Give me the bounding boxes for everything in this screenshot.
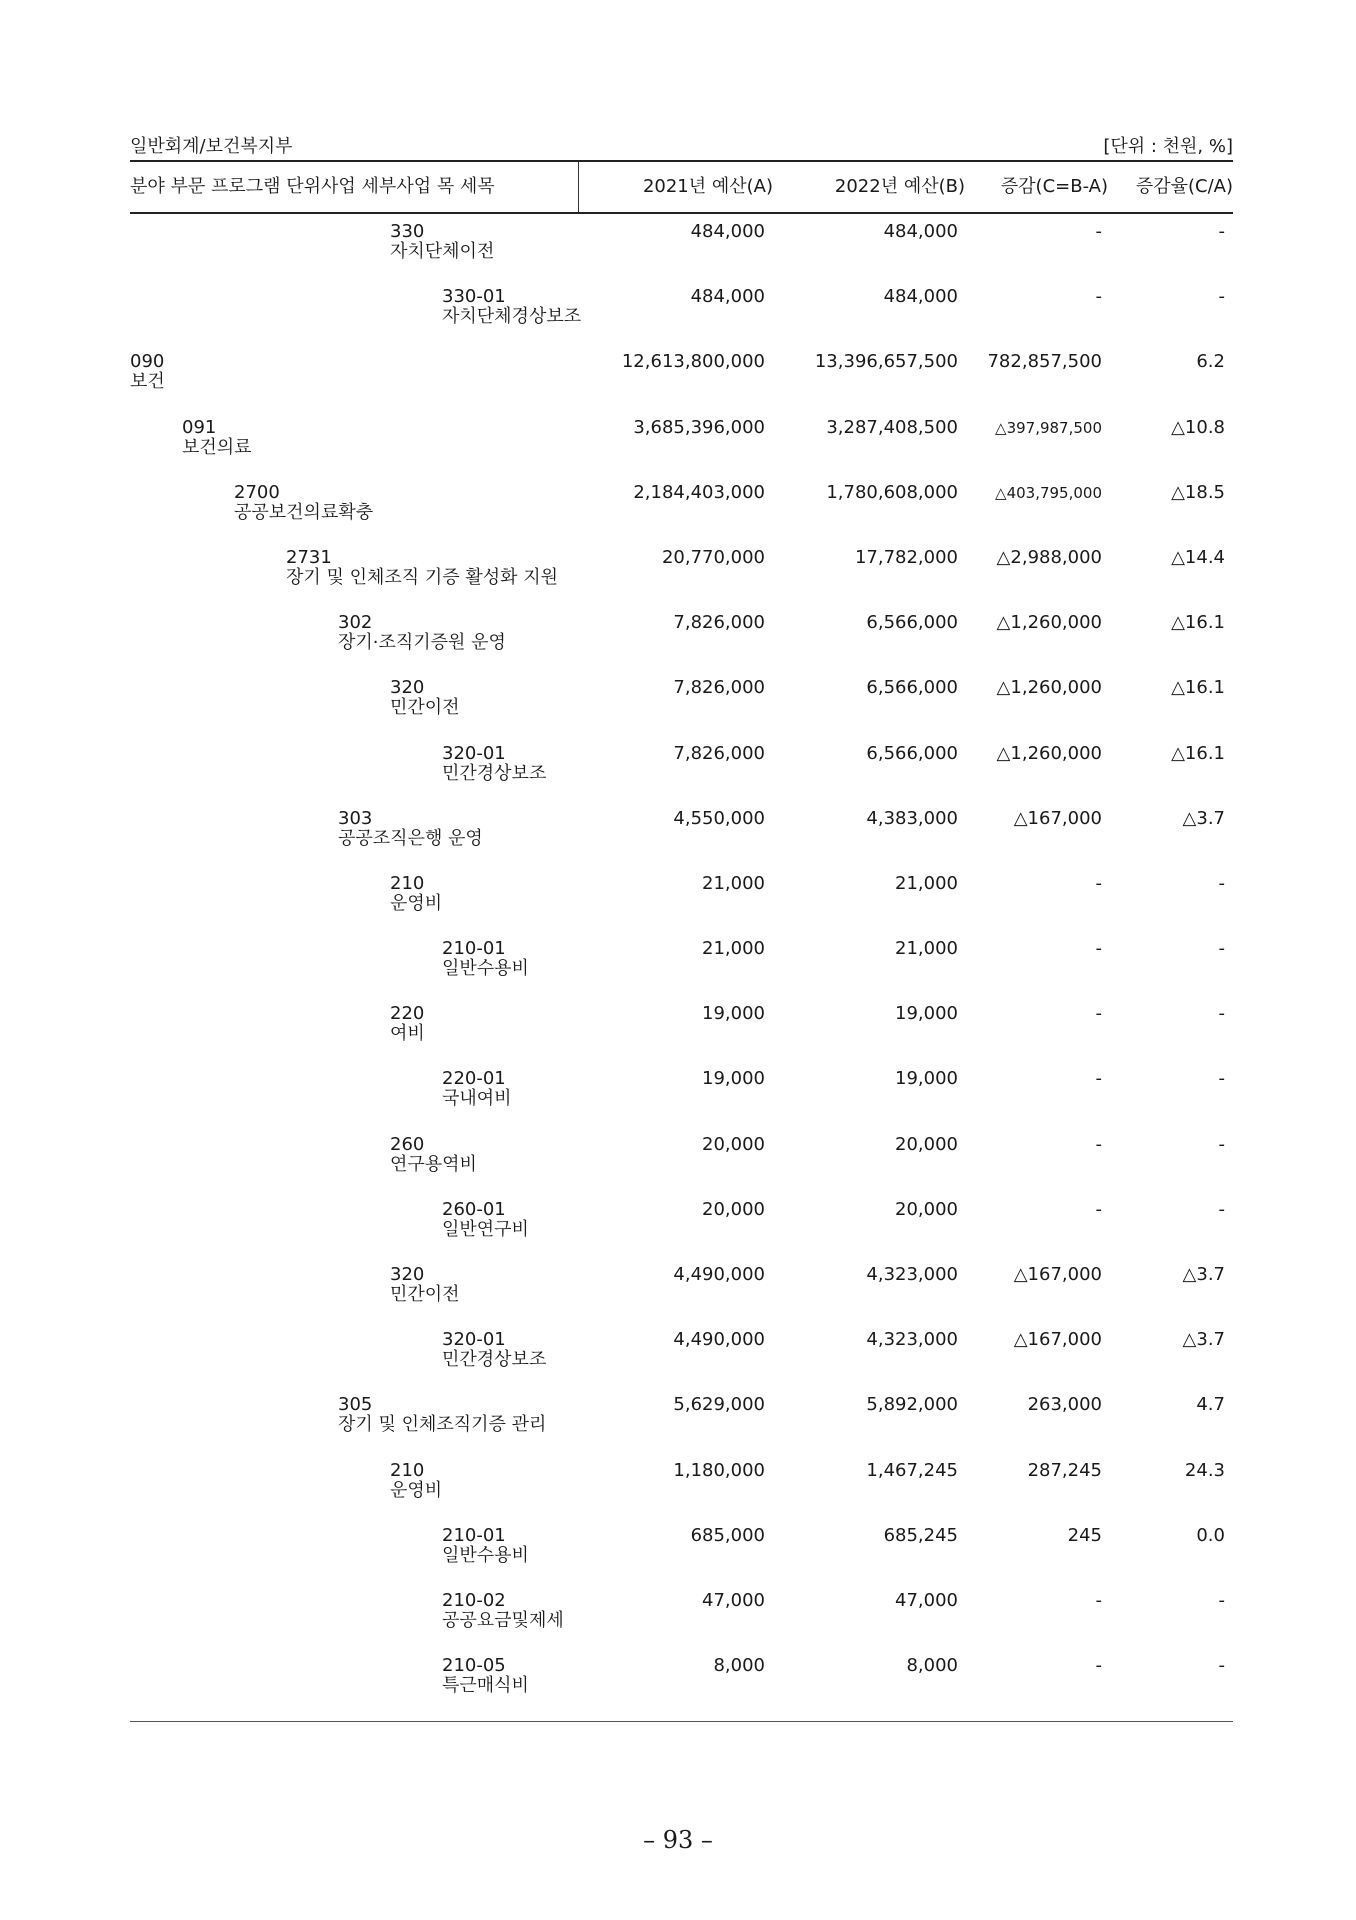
- row-code: 320-01: [442, 742, 506, 764]
- row-code: 2700: [234, 481, 280, 503]
- value-change: -: [1095, 1003, 1102, 1025]
- row-name: 장기 및 인체조직기증 관리: [338, 1414, 547, 1436]
- row-name: 장기 및 인체조직 기증 활성화 지원: [286, 566, 559, 588]
- unit-note: [단위 : 천원, %]: [1103, 136, 1233, 157]
- row-label: [234, 483, 373, 523]
- value-2021: 8,000: [713, 1655, 765, 1677]
- row-name: 여비: [390, 1023, 425, 1045]
- value-2022: 20,000: [895, 1198, 958, 1220]
- value-2022: 4,323,000: [866, 1264, 958, 1285]
- value-2021: 19,000: [702, 1003, 765, 1025]
- value-rate: -: [1218, 1068, 1225, 1090]
- row-code: 210-02: [442, 1589, 506, 1611]
- header-rate: 증감율(C/A): [1135, 176, 1233, 197]
- value-2021: 19,000: [702, 1068, 765, 1090]
- row-name: 민간이전: [390, 1284, 460, 1305]
- value-change: △1,260,000: [996, 742, 1102, 764]
- value-2022: 20,000: [895, 1133, 958, 1155]
- row-label: [130, 352, 165, 392]
- row-label: [442, 1330, 546, 1370]
- row-name: 민간이전: [390, 697, 460, 719]
- value-rate: -: [1218, 221, 1225, 242]
- table-row: [130, 1526, 1233, 1591]
- row-code: 330: [390, 221, 425, 242]
- value-rate: -: [1218, 938, 1225, 960]
- value-2022: 4,383,000: [866, 807, 958, 829]
- value-change: △167,000: [1013, 1329, 1102, 1351]
- row-code: 305: [338, 1394, 373, 1416]
- value-rate: -: [1218, 1133, 1225, 1155]
- row-code: 210-01: [442, 938, 506, 960]
- row-label: [442, 1069, 512, 1109]
- value-change: -: [1095, 1589, 1102, 1611]
- row-name: 자치단체이전: [390, 241, 495, 262]
- page-number: – 93 –: [643, 1826, 713, 1854]
- row-code: 303: [338, 807, 373, 829]
- row-name: 민간경상보조: [442, 762, 547, 784]
- table-bottom-rule: [130, 1721, 1233, 1722]
- row-name: 보건: [130, 371, 165, 393]
- row-label: [390, 1004, 425, 1044]
- value-2022: 6,566,000: [866, 612, 958, 634]
- value-rate: -: [1218, 1198, 1225, 1220]
- value-rate: △16.1: [1171, 612, 1225, 634]
- table-row: [130, 939, 1233, 1004]
- value-rate: 4.7: [1196, 1394, 1225, 1416]
- table-row: [130, 352, 1233, 417]
- value-2022: 21,000: [895, 872, 958, 894]
- top-line: [130, 130, 1233, 160]
- value-change: △167,000: [1013, 807, 1102, 829]
- row-label: [390, 1265, 460, 1305]
- value-change: △397,987,500: [995, 418, 1102, 437]
- table-row: [130, 1200, 1233, 1265]
- row-label: [338, 613, 506, 653]
- value-rate: 24.3: [1184, 1459, 1225, 1481]
- row-name: 보건의료: [182, 436, 252, 458]
- value-rate: -: [1218, 286, 1225, 308]
- row-name: 운영비: [390, 892, 443, 914]
- value-rate: 6.2: [1196, 351, 1225, 373]
- row-name: 공공조직은행 운영: [338, 827, 483, 849]
- table-row: [130, 1265, 1233, 1330]
- value-2021: 4,490,000: [673, 1329, 765, 1351]
- value-change: -: [1095, 221, 1102, 242]
- value-2022: 484,000: [883, 286, 958, 308]
- table-row: [130, 1591, 1233, 1656]
- table-row: [130, 1330, 1233, 1395]
- table-row: [130, 678, 1233, 743]
- row-label: [442, 1200, 529, 1240]
- value-2022: 8,000: [906, 1655, 958, 1677]
- row-label: [442, 1656, 529, 1696]
- row-code: 260-01: [442, 1198, 506, 1220]
- table-row: [130, 1069, 1233, 1134]
- table-row: [130, 548, 1233, 613]
- value-2021: 5,629,000: [673, 1394, 765, 1416]
- value-rate: △16.1: [1171, 742, 1225, 764]
- table-row: [130, 222, 1233, 287]
- value-2022: 3,287,408,500: [826, 416, 958, 438]
- value-2021: 7,826,000: [673, 677, 765, 699]
- table-row: [130, 613, 1233, 678]
- row-name: 일반수용비: [442, 958, 529, 980]
- value-change: -: [1095, 938, 1102, 960]
- row-code: 090: [130, 351, 165, 373]
- value-change: 245: [1067, 1524, 1102, 1546]
- value-2021: 20,000: [702, 1133, 765, 1155]
- value-change: △2,988,000: [996, 546, 1102, 568]
- value-2022: 17,782,000: [854, 546, 958, 568]
- value-2021: 484,000: [690, 286, 765, 308]
- row-code: 091: [182, 416, 217, 438]
- header-2022: 2022년 예산(B): [834, 176, 965, 197]
- row-code: 220-01: [442, 1068, 506, 1090]
- row-name: 일반수용비: [442, 1544, 529, 1566]
- table-row: [130, 1135, 1233, 1200]
- table-row: [130, 809, 1233, 874]
- value-2022: 4,323,000: [866, 1329, 958, 1351]
- value-rate: △14.4: [1171, 546, 1225, 568]
- row-label: [442, 1591, 564, 1631]
- row-code: 320-01: [442, 1329, 506, 1351]
- value-rate: -: [1218, 1003, 1225, 1025]
- header-category: 분야 부문 프로그램 단위사업 세부사업 목 세목: [130, 176, 495, 197]
- row-label: [442, 744, 546, 784]
- value-2022: 6,566,000: [866, 677, 958, 699]
- table-row: [130, 744, 1233, 809]
- row-label: [442, 1526, 529, 1566]
- row-label: [390, 1135, 477, 1175]
- value-rate: 0.0: [1196, 1524, 1225, 1546]
- row-code: 210: [390, 872, 425, 894]
- row-label: [390, 874, 442, 914]
- value-2021: 685,000: [690, 1524, 765, 1546]
- table-row: [130, 1395, 1233, 1460]
- table-header: [130, 160, 1233, 214]
- value-change: -: [1095, 1655, 1102, 1677]
- row-code: 210-01: [442, 1524, 506, 1546]
- row-label: [338, 1395, 546, 1435]
- table-row: [130, 1656, 1233, 1721]
- row-code: 320: [390, 1264, 425, 1285]
- value-change: 782,857,500: [987, 351, 1102, 373]
- table-body: [130, 214, 1233, 1721]
- row-label: [390, 1461, 442, 1501]
- value-2021: 21,000: [702, 872, 765, 894]
- value-2022: 1,467,245: [866, 1459, 958, 1481]
- row-name: 운영비: [390, 1479, 443, 1501]
- header-change: 증감(C=B-A): [1000, 176, 1108, 197]
- value-rate: -: [1218, 1655, 1225, 1677]
- value-change: △1,260,000: [996, 612, 1102, 634]
- value-2021: 484,000: [690, 221, 765, 242]
- value-change: -: [1095, 1068, 1102, 1090]
- value-2022: 13,396,657,500: [814, 351, 958, 373]
- value-2021: 7,826,000: [673, 612, 765, 634]
- value-rate: △16.1: [1171, 677, 1225, 699]
- value-2021: 2,184,403,000: [633, 481, 765, 503]
- value-change: 263,000: [1027, 1394, 1102, 1416]
- value-2022: 484,000: [883, 221, 958, 242]
- header-2021: 2021년 예산(A): [642, 176, 773, 197]
- value-rate: △3.7: [1182, 1329, 1225, 1351]
- row-label: [390, 222, 494, 262]
- value-change: -: [1095, 872, 1102, 894]
- row-code: 210: [390, 1459, 425, 1481]
- value-rate: -: [1218, 1589, 1225, 1611]
- value-change: -: [1095, 286, 1102, 308]
- table-row: [130, 1461, 1233, 1526]
- value-2022: 5,892,000: [866, 1394, 958, 1416]
- value-rate: △3.7: [1182, 1264, 1225, 1285]
- value-rate: △3.7: [1182, 807, 1225, 829]
- table-row: [130, 483, 1233, 548]
- row-name: 장기·조직기증원 운영: [338, 632, 506, 654]
- value-2021: 7,826,000: [673, 742, 765, 764]
- value-2021: 47,000: [702, 1589, 765, 1611]
- row-label: [338, 809, 483, 849]
- value-change: 287,245: [1027, 1459, 1102, 1481]
- row-code: 320: [390, 677, 425, 699]
- value-2022: 21,000: [895, 938, 958, 960]
- row-name: 공공보건의료확충: [234, 501, 374, 523]
- value-2021: 21,000: [702, 938, 765, 960]
- row-label: [182, 418, 252, 458]
- value-2022: 47,000: [895, 1589, 958, 1611]
- value-2021: 4,550,000: [673, 807, 765, 829]
- table-row: [130, 287, 1233, 352]
- value-2021: 1,180,000: [673, 1459, 765, 1481]
- row-code: 2731: [286, 546, 332, 568]
- value-rate: △18.5: [1171, 481, 1225, 503]
- value-2021: 20,000: [702, 1198, 765, 1220]
- value-change: △167,000: [1013, 1264, 1102, 1285]
- value-rate: △10.8: [1171, 416, 1225, 438]
- row-label: [442, 939, 529, 979]
- row-label: [286, 548, 558, 588]
- value-rate: -: [1218, 872, 1225, 894]
- table-row: [130, 418, 1233, 483]
- account-title: 일반회계/보건복지부: [130, 136, 293, 157]
- value-2022: 19,000: [895, 1068, 958, 1090]
- table-row: [130, 874, 1233, 939]
- row-code: 220: [390, 1003, 425, 1025]
- value-change: -: [1095, 1133, 1102, 1155]
- value-2022: 19,000: [895, 1003, 958, 1025]
- table-row: [130, 1004, 1233, 1069]
- row-name: 연구용역비: [390, 1153, 477, 1175]
- row-code: 302: [338, 612, 373, 634]
- row-name: 국내여비: [442, 1088, 512, 1110]
- value-change: △403,795,000: [995, 483, 1102, 502]
- row-code: 210-05: [442, 1655, 506, 1677]
- value-2021: 20,770,000: [661, 546, 765, 568]
- value-change: -: [1095, 1198, 1102, 1220]
- value-change: △1,260,000: [996, 677, 1102, 699]
- value-2021: 4,490,000: [673, 1264, 765, 1285]
- row-code: 330-01: [442, 286, 506, 308]
- row-label: [442, 287, 581, 327]
- budget-page: [130, 130, 1233, 1722]
- value-2022: 685,245: [883, 1524, 958, 1546]
- value-2022: 6,566,000: [866, 742, 958, 764]
- row-label: [390, 678, 460, 718]
- row-code: 260: [390, 1133, 425, 1155]
- header-divider: [578, 162, 579, 212]
- row-name: 일반연구비: [442, 1218, 529, 1240]
- row-name: 민간경상보조: [442, 1349, 547, 1371]
- row-name: 자치단체경상보조: [442, 306, 582, 328]
- row-name: 특근매식비: [442, 1675, 529, 1697]
- value-2022: 1,780,608,000: [826, 481, 958, 503]
- row-name: 공공요금및제세: [442, 1609, 564, 1631]
- value-2021: 3,685,396,000: [633, 416, 765, 438]
- value-2021: 12,613,800,000: [621, 351, 765, 373]
